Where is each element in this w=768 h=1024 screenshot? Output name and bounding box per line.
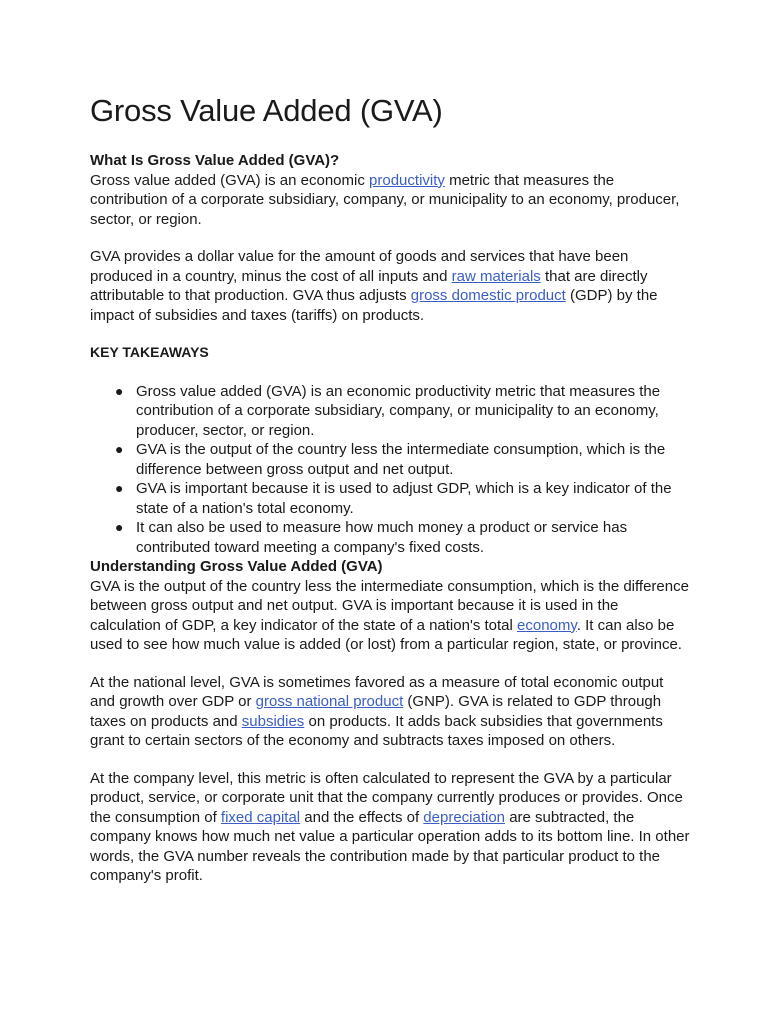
u2-text-3: on products. It adds back subsidies that governments grant to certain sectors of the economy and subtracts taxes imposed on others. <box>90 712 663 749</box>
raw-materials-link[interactable]: raw materials <box>451 267 541 285</box>
u3-text-2: and the effects of <box>300 808 424 826</box>
economy-link[interactable]: economy <box>517 616 577 634</box>
subsidies-link[interactable]: subsidies <box>241 712 305 730</box>
list-item <box>115 518 690 557</box>
depreciation-link[interactable]: depreciation <box>423 808 506 826</box>
para2-text-1: GVA provides a dollar value for the amount of goods and services that have been produced in a country, minus the cost of all inputs and <box>90 248 629 285</box>
key-takeaways-list <box>90 382 690 558</box>
understanding-paragraph-3 <box>90 769 690 886</box>
intro-text-1: Gross value added (GVA) is an economic <box>90 171 370 189</box>
para2-text-3: (GDP) by the impact of subsidies and taxes (tariffs) on products. <box>90 287 658 324</box>
bullet-icon: ● <box>115 382 124 399</box>
productivity-link[interactable]: productivity <box>369 171 445 189</box>
bullet-icon: ● <box>115 441 124 457</box>
u3-text-1: At the company level, this metric is often calculated to represent the GVA by a particular product, service, or corporate unit that the company currently produces or provides. Once the consumption of <box>90 769 683 826</box>
understanding-paragraph-2 <box>90 673 690 751</box>
u1-text-2: . It can also be used to see how much value is added (or lost) from a particular region, state, or province. <box>90 616 682 653</box>
bullet-icon: ● <box>115 480 124 496</box>
gva-dollar-paragraph <box>90 247 690 325</box>
u1-text-1: GVA is the output of the country less the intermediate consumption, which is the difference between gross output and net output. GVA is important because it is used in the calculation of GDP, a key indicator of the state of a nation's total <box>90 577 689 634</box>
list-item <box>115 382 690 441</box>
what-is-heading: What Is Gross Value Added (GVA)? <box>90 152 340 169</box>
u2-text-1: At the national level, GVA is sometimes favored as a measure of total economic output and growth over GDP or <box>90 673 664 710</box>
takeaway-text: Gross value added (GVA) is an economic productivity metric that measures the contribution of a corporate subsidiary, company, or municipality to an economy, producer, sector, or region. <box>136 382 661 439</box>
bullet-icon: ● <box>115 519 124 535</box>
understanding-heading: Understanding Gross Value Added (GVA) <box>90 558 383 575</box>
intro-paragraph <box>90 171 690 230</box>
gross-national-product-link[interactable]: gross national product <box>255 693 404 710</box>
article-body <box>90 151 690 886</box>
takeaway-text: GVA is important because it is used to adjust GDP, which is a key indicator of the state of a nation's total economy. <box>136 480 672 517</box>
u2-text-2: (GNP). GVA is related to GDP through taxes on products and <box>90 693 662 730</box>
takeaway-text: It can also be used to measure how much money a product or service has contributed toward meeting a company's fixed costs. <box>136 519 628 556</box>
takeaway-text: GVA is the output of the country less the intermediate consumption, which is the difference between gross output and net output. <box>136 441 666 478</box>
fixed-capital-link[interactable]: fixed capital <box>220 808 301 826</box>
gross-domestic-product-link[interactable]: gross domestic product <box>410 287 566 304</box>
list-item <box>115 479 690 518</box>
para2-text-2: that are directly attributable to that production. GVA thus adjusts <box>90 267 648 304</box>
u3-text-3: are subtracted, the company knows how much net value a particular operation adds to its bottom line. In other words, the GVA number reveals the contribution made by that particular product to the company's profit. <box>90 808 690 884</box>
list-item <box>115 440 690 479</box>
intro-text-2: metric that measures the contribution of a corporate subsidiary, company, or municipality to an economy, producer, sector, or region. <box>90 171 680 228</box>
understanding-paragraph-1 <box>90 577 690 655</box>
key-takeaways-heading: KEY TAKEAWAYS <box>90 344 209 360</box>
page-title: Gross Value Added (GVA) <box>90 93 443 128</box>
